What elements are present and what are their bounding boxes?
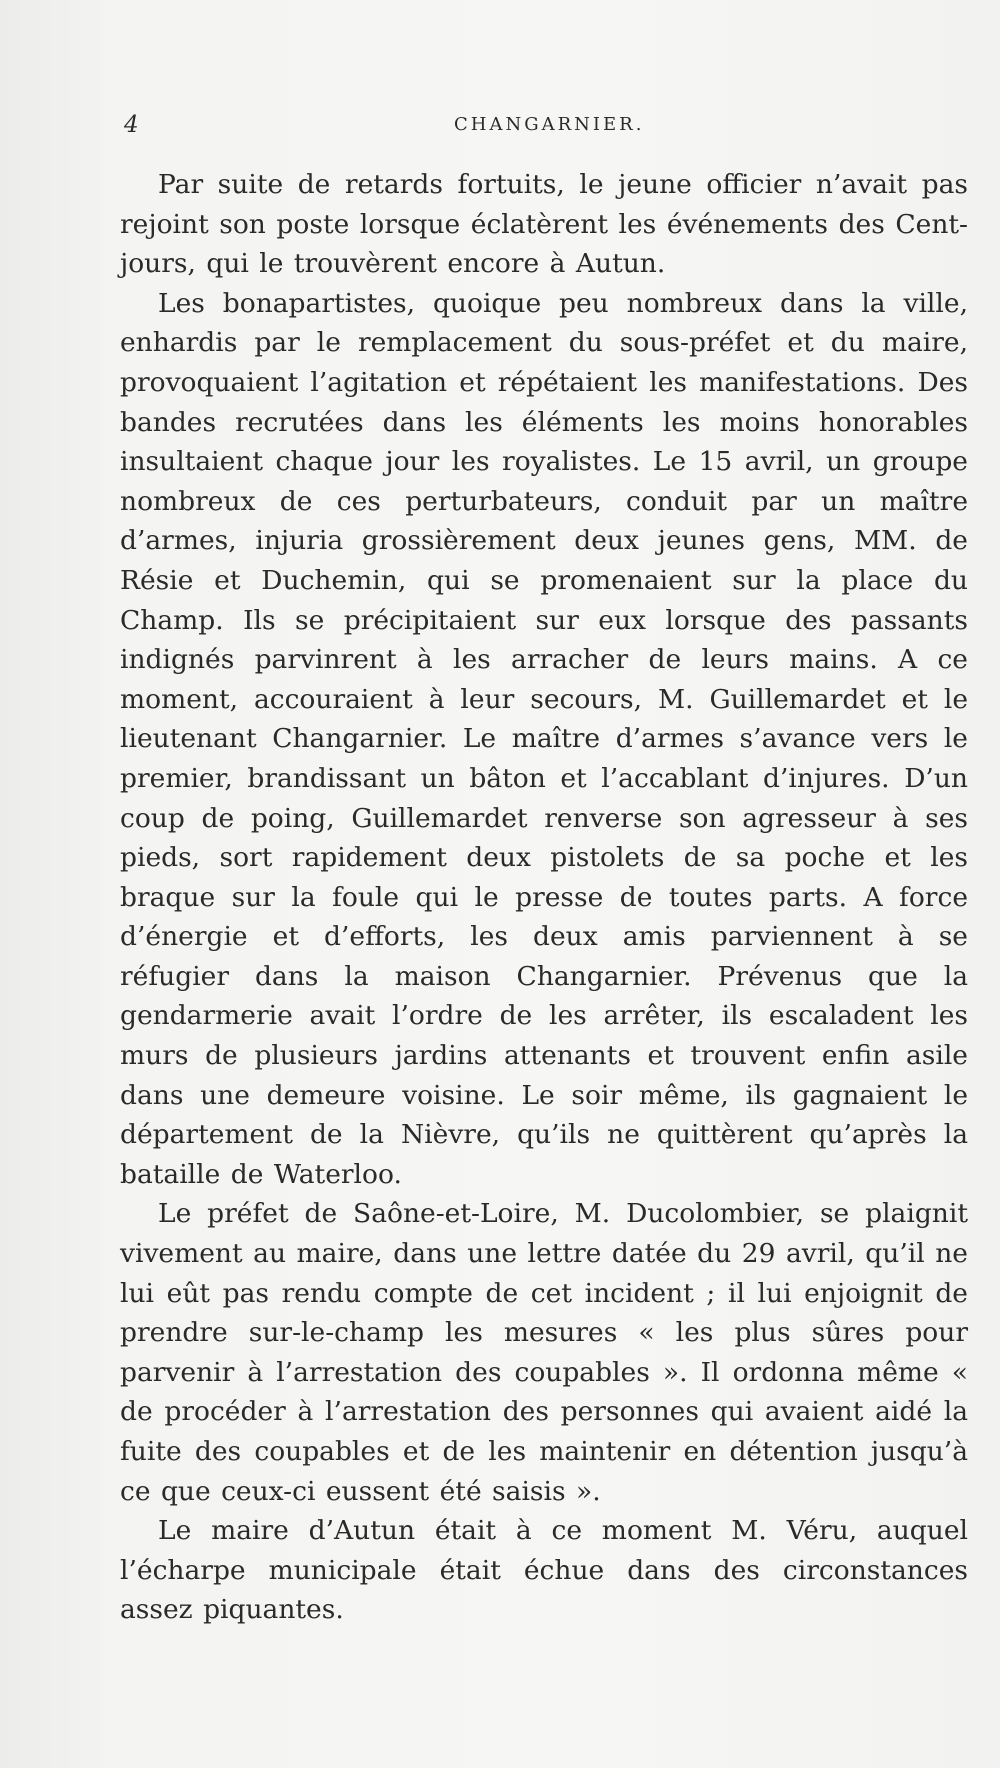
running-title: CHANGARNIER. [454,114,645,135]
paragraph-prefet: Le préfet de Saône-et-Loire, M. Ducolombier, se plaignit vivement au maire, dans une lettre datée du 29 avril, qu’il ne lui eût pas rendu compte de cet incident ; il lui enjoignit de prendre sur-le-champ les mesures « les plus sûres pour parvenir à l’arrestation des coupables ». Il ordonna même « de procéder à l’arrestation des personnes qui avaient aidé la fuite des coupables et de les maintenir en détention jusqu’à ce que ceux-ci eussent été saisis ». [120,1198,968,1507]
paragraph-bonapartistes: Les bonapartistes, quoique peu nombreux dans la ville, enhardis par le remplacement du sous-préfet et du maire, provoquaient l’agitation et répétaient les manifestations. Des bandes recrutées dans les éléments les moins honorables insultaient chaque jour les royalistes. Le 15 avril, un groupe nombreux de ces perturbateurs, conduit par un maître d’armes, injuria grossièrement deux jeunes gens, MM. de Résie et Duchemin, qui se promenaient sur la place du Champ. Ils se précipitaient sur eux lorsque des passants indignés parvinrent à les arracher de leurs mains. A ce moment, accouraient à leur secours, M. Guillemardet et le lieutenant Changarnier. Le maître d’armes s’avance vers le premier, brandissant un bâton et l’accablant d’injures. D’un coup de poing, Guillemardet renverse son agresseur à ses pieds, sort rapidement deux pistolets de sa poche et les braque sur la foule qui le presse de toutes parts. A force d’énergie et d’efforts, les deux amis parviennent à se réfugier dans la maison Changarnier. Prévenus que la gendarmerie avait l’ordre de les arrêter, ils escaladent les murs de plusieurs jardins attenants et trouvent enfin asile dans une demeure voisine. Le soir même, ils gagnaient le département de la Nièvre, qu’ils ne quittèrent qu’après la bataille de Waterloo. [120,287,968,1190]
body-text [120,165,968,1630]
paragraph-cent-jours: Par suite de retards fortuits, le jeune officier n’avait pas rejoint son poste lorsque éclatèrent les événements des Cent-jours, qui le trouvèrent encore à Autun. [120,169,968,280]
page-number: 4 [124,112,139,138]
running-head [124,112,854,142]
paragraph-maire: Le maire d’Autun était à ce moment M. Véru, auquel l’écharpe municipale était échue dans des circonstances assez piquantes. [120,1515,968,1626]
